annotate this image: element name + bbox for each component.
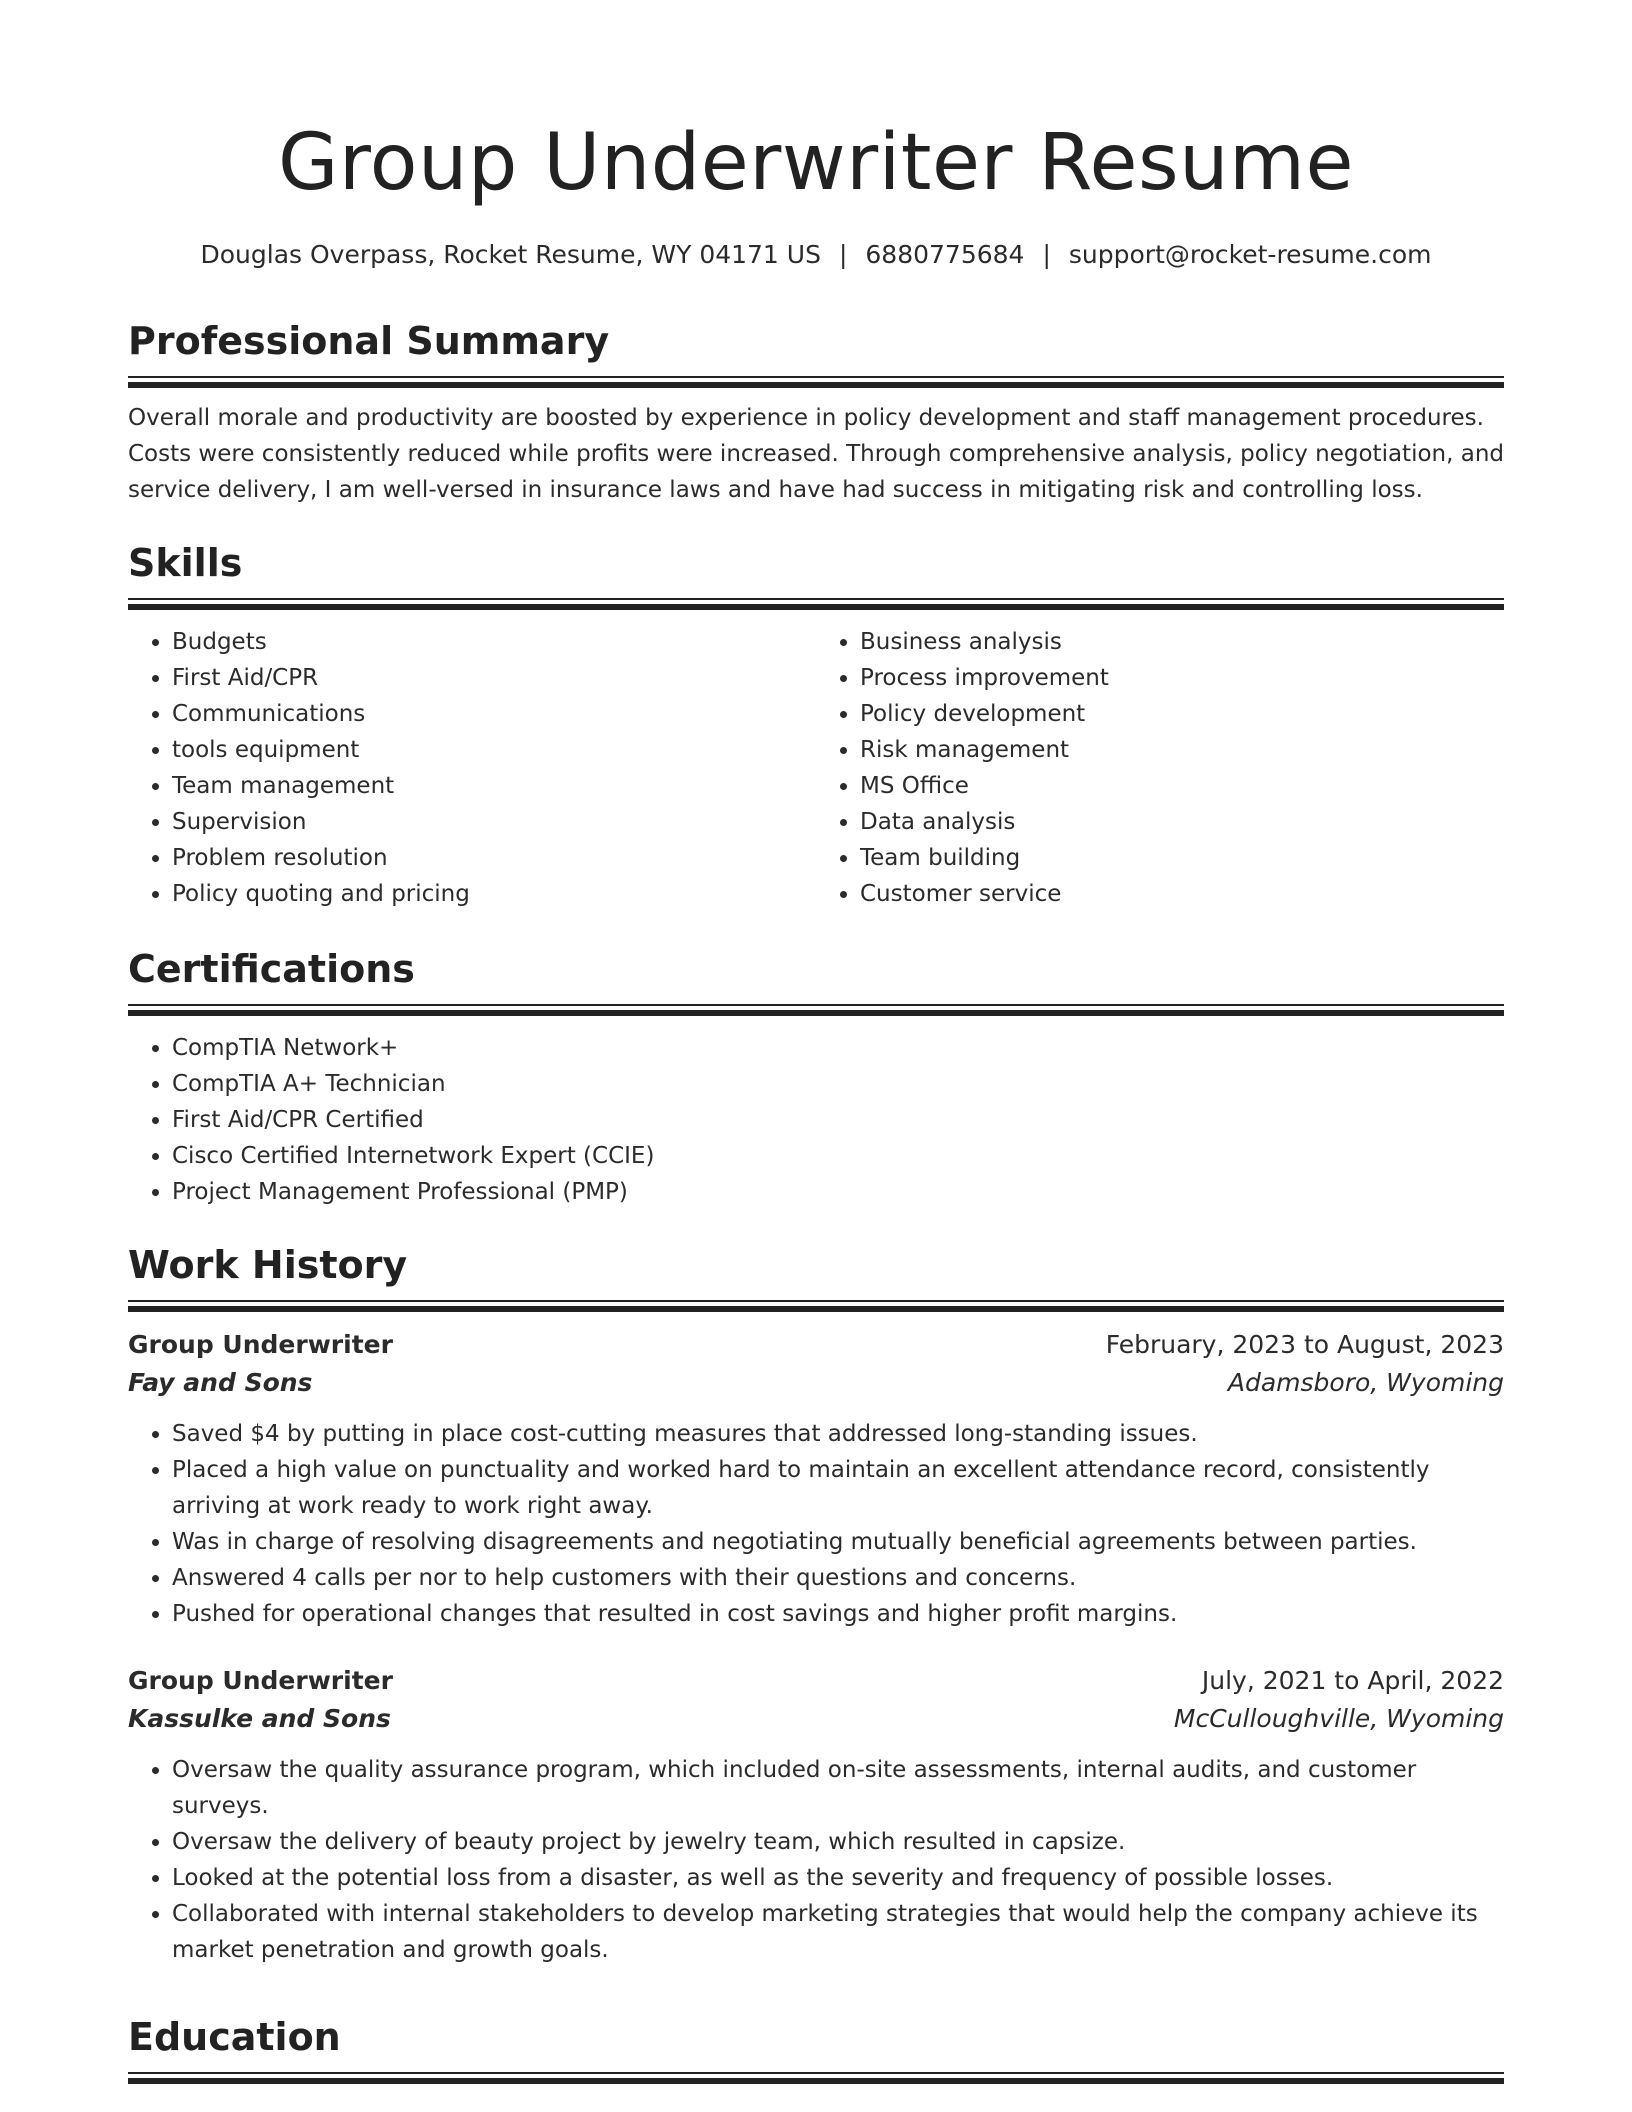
skill-item: • First Aid/CPR — [172, 660, 816, 696]
job-bullet: • Pushed for operational changes that resulted in cost savings and higher profit margins. — [172, 1596, 1504, 1632]
section-divider — [128, 376, 1504, 388]
certification-item: • Project Management Professional (PMP) — [172, 1174, 1504, 1210]
summary-section — [128, 318, 1504, 508]
skills-list-left — [128, 624, 816, 912]
work-history-section — [128, 1242, 1504, 1968]
skill-item: • Budgets — [172, 624, 816, 660]
job-bullet: • Saved $4 by putting in place cost-cutting measures that addressed long-standing issues. — [172, 1416, 1504, 1452]
job-location: McCulloughville, Wyoming — [1173, 1704, 1504, 1733]
certification-item: • First Aid/CPR Certified — [172, 1102, 1504, 1138]
section-divider — [128, 598, 1504, 610]
job-dates: July, 2021 to April, 2022 — [1201, 1666, 1504, 1695]
skill-item: • Risk management — [860, 732, 1504, 768]
skill-item: • Business analysis — [860, 624, 1504, 660]
job-bullet: • Looked at the potential loss from a disaster, as well as the severity and frequency of possible losses. — [172, 1860, 1504, 1896]
skills-section — [128, 540, 1504, 912]
certification-item: • CompTIA A+ Technician — [172, 1066, 1504, 1102]
job-bullet: • Answered 4 calls per nor to help customers with their questions and concerns. — [172, 1560, 1504, 1596]
job-bullets — [128, 1752, 1504, 1968]
job-title: Group Underwriter — [128, 1666, 393, 1695]
contact-address: Douglas Overpass, Rocket Resume, WY 04171 US — [200, 240, 821, 269]
job-bullet: • Oversaw the quality assurance program, which included on-site assessments, internal audits, and customer surveys. — [172, 1752, 1504, 1824]
section-heading: Work History — [128, 1243, 408, 1287]
education-section — [128, 2014, 1504, 2084]
section-heading: Skills — [128, 541, 243, 585]
job-title: Group Underwriter — [128, 1330, 393, 1359]
job-subheader — [128, 1700, 1504, 1738]
section-heading: Certifications — [128, 947, 415, 991]
skill-item: • Communications — [172, 696, 816, 732]
section-divider — [128, 1004, 1504, 1016]
job-header — [128, 1326, 1504, 1364]
contact-line — [128, 240, 1504, 269]
contact-separator: | — [838, 240, 848, 269]
contact-separator: | — [1042, 240, 1051, 269]
job-company: Kassulke and Sons — [128, 1704, 391, 1733]
section-heading: Professional Summary — [128, 319, 610, 363]
job-subheader — [128, 1364, 1504, 1402]
certification-item: • Cisco Certified Internetwork Expert (CCIE) — [172, 1138, 1504, 1174]
job-bullet: • Collaborated with internal stakeholders to develop marketing strategies that would help the company achieve its market penetration and growth goals. — [172, 1896, 1504, 1968]
job-entry — [128, 1326, 1504, 1632]
section-divider — [128, 2072, 1504, 2084]
job-dates: February, 2023 to August, 2023 — [1105, 1330, 1504, 1359]
skill-item: • Team building — [860, 840, 1504, 876]
job-bullet: • Placed a high value on punctuality and worked hard to maintain an excellent attendance record, consistently arriving at work ready to work right away. — [172, 1452, 1504, 1524]
contact-email[interactable]: support@rocket-resume.com — [1068, 240, 1432, 269]
job-bullet: • Oversaw the delivery of beauty project by jewelry team, which resulted in capsize. — [172, 1824, 1504, 1860]
job-header — [128, 1662, 1504, 1700]
skill-item: • Policy quoting and pricing — [172, 876, 816, 912]
job-company: Fay and Sons — [128, 1368, 313, 1397]
certifications-section — [128, 946, 1504, 1210]
job-location: Adamsboro, Wyoming — [1227, 1368, 1504, 1397]
resume-title: Group Underwriter Resume — [277, 118, 1355, 208]
section-divider — [128, 1300, 1504, 1312]
skill-item: • Problem resolution — [172, 840, 816, 876]
certification-item: • CompTIA Network+ — [172, 1030, 1504, 1066]
skills-list-right — [816, 624, 1504, 912]
skill-item: • Process improvement — [860, 660, 1504, 696]
skill-item: • tools equipment — [172, 732, 816, 768]
certifications-list — [128, 1030, 1504, 1210]
skill-item: • Team management — [172, 768, 816, 804]
skill-item: • Supervision — [172, 804, 816, 840]
section-heading: Education — [128, 2015, 341, 2059]
skills-columns — [128, 624, 1504, 912]
skill-item: • Customer service — [860, 876, 1504, 912]
skill-item: • MS Office — [860, 768, 1504, 804]
skill-item: • Data analysis — [860, 804, 1504, 840]
contact-phone: 6880775684 — [865, 240, 1025, 269]
job-entry — [128, 1662, 1504, 1968]
job-bullet: • Was in charge of resolving disagreements and negotiating mutually beneficial agreements between parties. — [172, 1524, 1504, 1560]
skill-item: • Policy development — [860, 696, 1504, 732]
summary-text: Overall morale and productivity are boosted by experience in policy development and staff management procedures. Costs were consistently reduced while profits were increased. Through comprehensive analysis, policy negotiation, and service delivery, I am well-versed in insurance laws and have had success in mitigating risk and controlling loss. — [128, 405, 1505, 503]
job-bullets — [128, 1416, 1504, 1632]
